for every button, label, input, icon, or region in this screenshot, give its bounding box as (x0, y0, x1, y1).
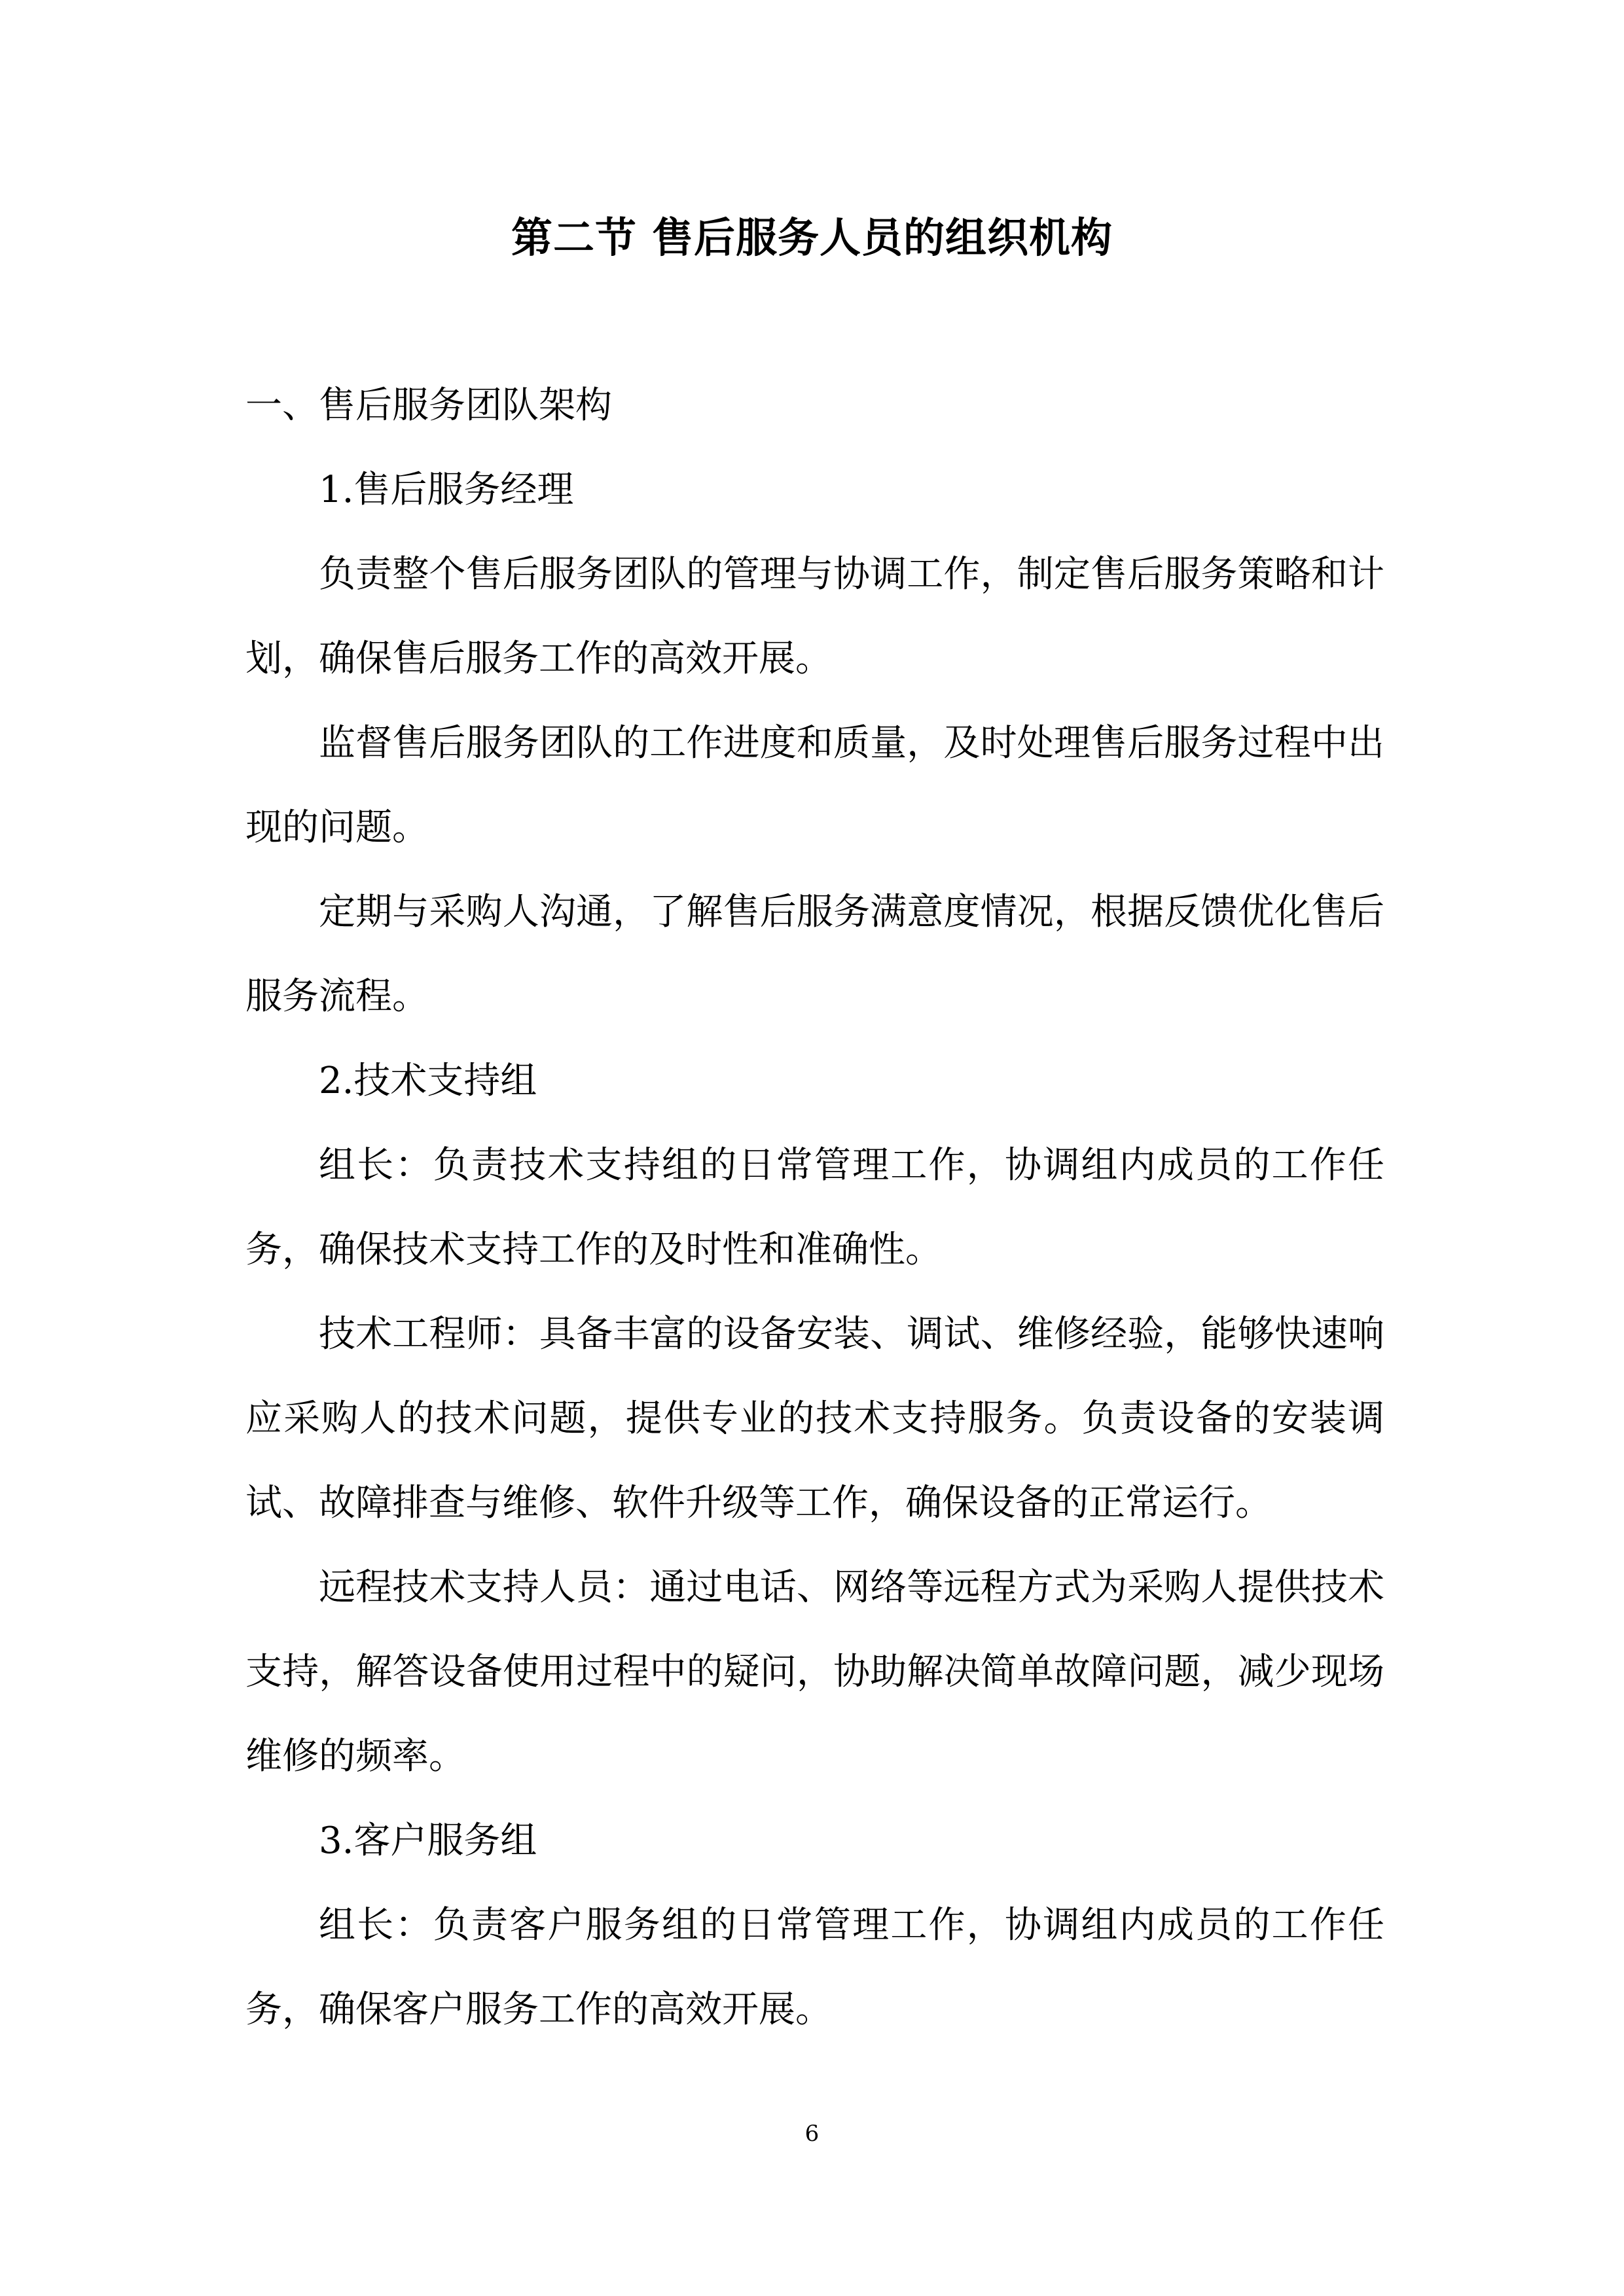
paragraph: 定期与采购人沟通，了解售后服务满意度情况，根据反馈优化售后服务流程。 (245, 891, 1384, 1018)
paragraph: 技术工程师：具备丰富的设备安装、调试、维修经验，能够快速响应采购人的技术问题，提供专业的技术支持服务。负责设备的安装调试、故障排查与维修、软件升级等工作，确保设备的正常运行。 (245, 1313, 1384, 1524)
subsection-heading-manager: 1.售后服务经理 (319, 469, 574, 511)
paragraph: 组长：负责技术支持组的日常管理工作，协调组内成员的工作任务，确保技术支持工作的及时性和准确性。 (245, 1144, 1384, 1271)
paragraph: 远程技术支持人员：通过电话、网络等远程方式为采购人提供技术支持，解答设备使用过程中的疑问，协助解决简单故障问题，减少现场维修的频率。 (245, 1566, 1384, 1778)
page-number: 6 (804, 2121, 820, 2147)
paragraph: 负责整个售后服务团队的管理与协调工作，制定售后服务策略和计划，确保售后服务工作的高效开展。 (245, 553, 1384, 680)
paragraph: 监督售后服务团队的工作进度和质量，及时处理售后服务过程中出现的问题。 (245, 722, 1384, 849)
page-title: 第二节 售后服务人员的组织机构 (511, 213, 1113, 262)
subsection-heading-tech-support: 2.技术支持组 (319, 1060, 537, 1102)
section-heading: 一、售后服务团队架构 (245, 384, 612, 427)
paragraph: 组长：负责客户服务组的日常管理工作，协调组内成员的工作任务，确保客户服务工作的高效开展。 (245, 1904, 1384, 2031)
subsection-heading-customer-service: 3.客户服务组 (319, 1820, 537, 1862)
body-text (245, 363, 1384, 2052)
